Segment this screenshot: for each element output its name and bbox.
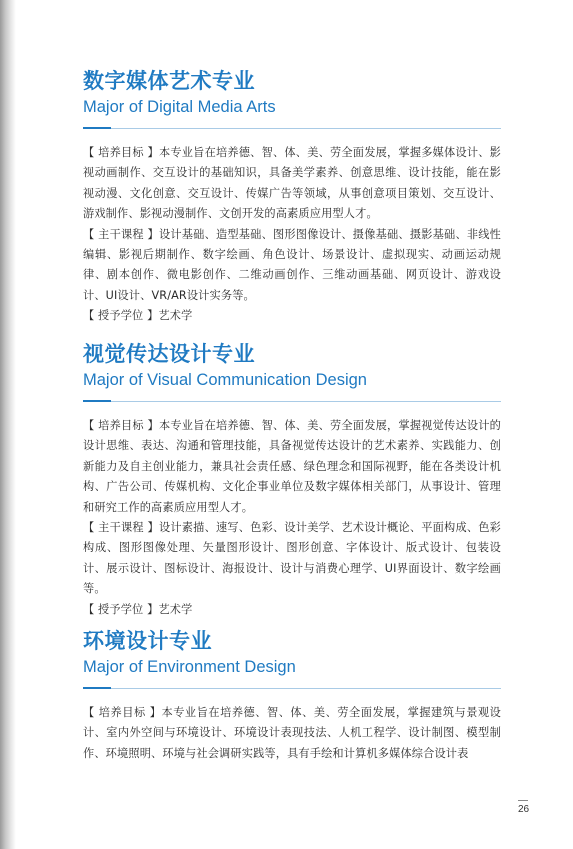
training-goal-paragraph: 【 培养目标 】本专业旨在培养德、智、体、美、劳全面发展，掌握建筑与景观设计、室内外空间与环境设计、环境设计表现技法、人机工程学、设计制图、模型制作、环境照明、环境与社会调研实践等，具有手绘和计算机多媒体综合设计表 bbox=[83, 706, 501, 760]
section-body bbox=[83, 416, 501, 620]
training-goal-paragraph: 【 培养目标 】本专业旨在培养德、智、体、美、劳全面发展，掌握视觉传达设计的设计思维、表达、沟通和管理技能，具备视觉传达设计的艺术素养、实践能力、创新能力及自主创业能力，兼具社会责任感、绿色理念和国际视野，能在各类设计机构、广告公司、传媒机构、文化企事业单位及数字媒体相关部门，从事设计、管理和研究工作的高素质应用型人才。 bbox=[83, 419, 501, 514]
training-goal-paragraph: 【 培养目标 】本专业旨在培养德、智、体、美、劳全面发展，掌握多媒体设计、影视动画制作、交互设计的基础知识，具备美学素养、创意思维、设计技能，能在影视动漫、文化创意、交互设计、传媒广告等领域，从事创意项目策划、交互设计、游戏制作、影视动漫制作、文创开发的高素质应用型人才。 bbox=[83, 146, 501, 221]
section-subtitle: Major of Visual Communication Design bbox=[83, 371, 367, 389]
section-title: 视觉传达设计专业 bbox=[83, 342, 255, 366]
degree-paragraph: 【 授予学位 】艺术学 bbox=[83, 309, 193, 323]
section-environment-design bbox=[83, 628, 501, 764]
section-digital-media-arts bbox=[83, 68, 501, 327]
section-title: 数字媒体艺术专业 bbox=[83, 69, 255, 93]
section-title: 环境设计专业 bbox=[83, 629, 212, 653]
section-divider bbox=[83, 687, 501, 689]
section-divider bbox=[83, 127, 501, 129]
main-courses-paragraph: 【 主干课程 】设计素描、速写、色彩、设计美学、艺术设计概论、平面构成、色彩构成、图形图像处理、矢量图形设计、图形创意、字体设计、版式设计、包装设计、展示设计、图标设计、海报设计、设计与消费心理学、UI界面设计、数字绘画等。 bbox=[83, 521, 501, 596]
page-number-rule bbox=[518, 800, 528, 801]
degree-paragraph: 【 授予学位 】艺术学 bbox=[83, 602, 193, 616]
section-body bbox=[83, 703, 501, 764]
section-subtitle: Major of Digital Media Arts bbox=[83, 98, 276, 116]
main-courses-paragraph: 【 主干课程 】设计基础、造型基础、图形图像设计、摄像基础、摄影基础、非线性编辑、影视后期制作、数字绘画、角色设计、场景设计、虚拟现实、动画运动规律、剧本创作、微电影创作、二维动画创作、三维动画基础、网页设计、游戏设计、UI设计、VR/AR设计实务等。 bbox=[83, 227, 501, 302]
section-divider bbox=[83, 400, 501, 402]
page-number: 26 bbox=[518, 804, 530, 815]
section-visual-communication-design bbox=[83, 341, 501, 620]
section-body bbox=[83, 143, 501, 327]
section-subtitle: Major of Environment Design bbox=[83, 658, 296, 676]
